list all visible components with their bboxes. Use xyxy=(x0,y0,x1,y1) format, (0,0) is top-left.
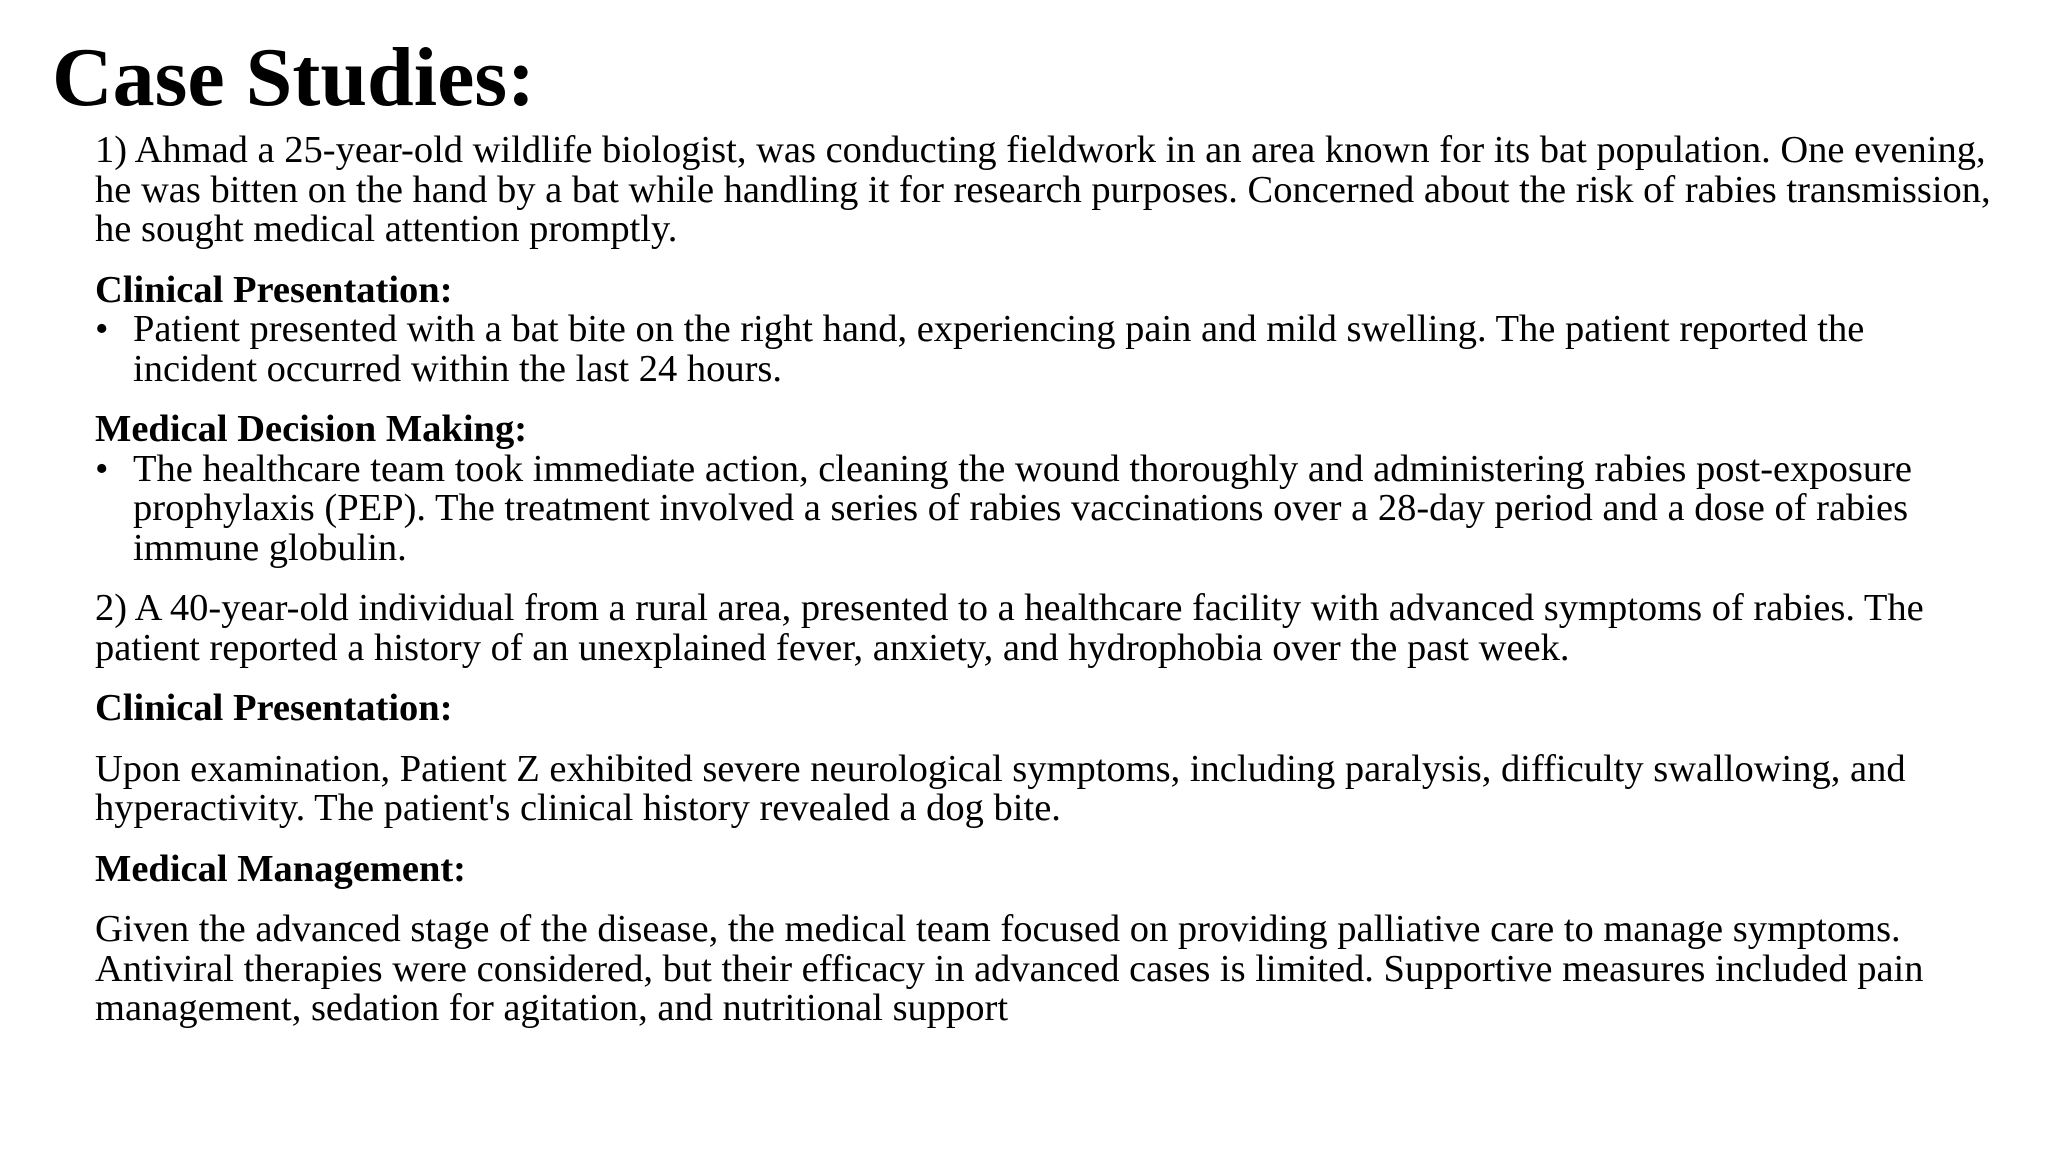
case2-management-text: Given the advanced stage of the disease, the medical team focused on providing palliative care to manage symptoms. Antiviral therapies were considered, but their efficacy in advanced cases is limited. Supportive measures included pain management, sedation for agitation, and nutritional support xyxy=(95,908,1924,1029)
bullet-icon: • xyxy=(95,308,109,350)
case1-clinical-heading: Clinical Presentation: xyxy=(95,268,453,311)
case2-intro: 2) A 40-year-old individual from a rural area, presented to a healthcare facility with advanced symptoms of rabies. The patient reported a history of an unexplained fever, anxiety, and hydrophobia over the past week. xyxy=(95,587,1924,669)
case2-management-heading: Medical Management: xyxy=(95,847,466,890)
case1-clinical-text: Patient presented with a bat bite on the right hand, experiencing pain and mild swelling. The patient reported the incident occurred within the last 24 hours. xyxy=(133,308,1865,390)
case1-decision-text: The healthcare team took immediate action, cleaning the wound thoroughly and administering rabies post-exposure prophylaxis (PEP). The treatment involved a series of rabies vaccinations over a 28-day period and a dose of rabies immune globulin. xyxy=(133,447,1913,569)
case1-intro: 1) Ahmad a 25-year-old wildlife biologist, was conducting fieldwork in an area known for its bat population. One evening, he was bitten on the hand by a bat while handling it for research purposes. Concerned about the risk of rabies transmission, he sought medical attention promptly. xyxy=(95,129,1991,250)
case1-decision-bullet xyxy=(95,447,1995,569)
case1-clinical-bullet xyxy=(95,310,1995,389)
bullet-icon: • xyxy=(95,447,109,490)
page-title: Case Studies: xyxy=(52,31,536,124)
slide-body xyxy=(95,131,1995,1029)
case2-clinical-heading: Clinical Presentation: xyxy=(95,687,453,729)
case2-clinical-text: Upon examination, Patient Z exhibited severe neurological symptoms, including paralysis, difficulty swallowing, and hyperactivity. The patient's clinical history revealed a dog bite. xyxy=(95,747,1906,829)
case1-decision-heading: Medical Decision Making: xyxy=(95,408,528,450)
